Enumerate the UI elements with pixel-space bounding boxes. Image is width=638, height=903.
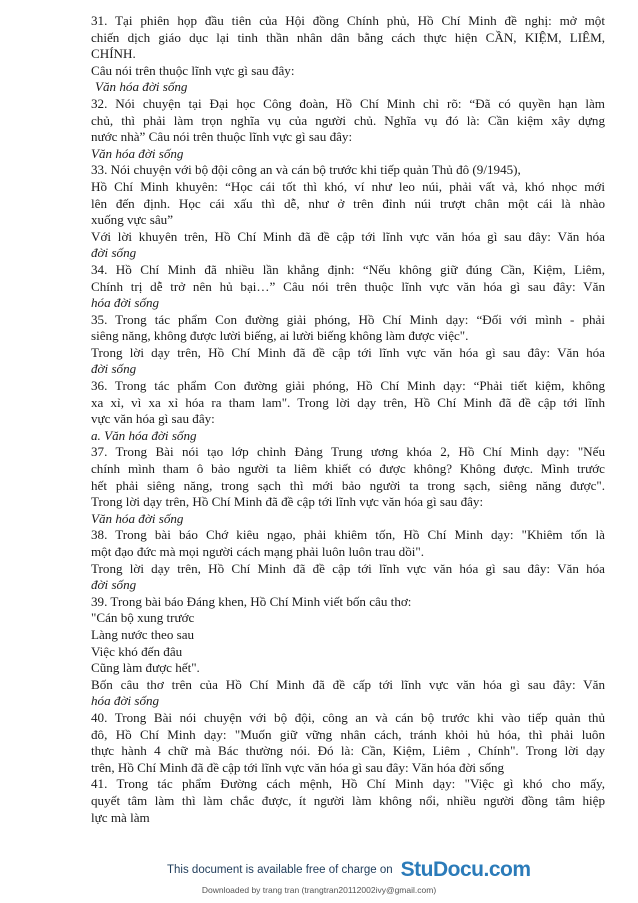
text-line: Chính trị dễ trở nên hủ bại…” Câu nói trên thuộc lĩnh vực văn hóa gì sau đây: Văn — [91, 278, 605, 294]
text-line: 33. Nói chuyện với bộ đội công an và cán bộ trước khi tiếp quản Thủ đô (9/1945), — [91, 162, 521, 178]
text-line: chiến dịch giáo dục lại tinh thần nhân dân bằng cách thực hiện CẦN, KIỆM, LIÊM, — [91, 29, 605, 45]
text-line: 39. Trong bài báo Đáng khen, Hồ Chí Minh viết bốn câu thơ: — [91, 593, 412, 609]
text-line: nước nhà” Câu nói trên thuộc lĩnh vực gì sau đây: — [91, 129, 353, 145]
logo-name: StuDocu — [400, 858, 484, 881]
text-line: Câu nói trên thuộc lĩnh vực gì sau đây: — [91, 62, 295, 78]
text-line: Với lời khuyên trên, Hồ Chí Minh đã đề cập tới lĩnh vực văn hóa gì sau đây: Văn hóa — [91, 228, 605, 244]
text-line: Văn hóa đời sống — [95, 79, 188, 95]
studocu-banner[interactable] — [167, 858, 531, 882]
text-line: hết phải siêng năng, trong sạch thì mới bảo người ta trong sạch, siêng năng được". — [91, 477, 605, 493]
text-line: thực hành 4 chữ mà Bác thường nói. Đó là: Cần, Kiệm, Liêm , Chính". Trong lời dạy — [91, 743, 605, 759]
text-line: đời sống — [91, 245, 137, 261]
text-line: chính mình tham ô bảo người ta liêm khiết có được không? Không được. Mình trước — [91, 461, 605, 477]
download-note: Downloaded by trang tran (trangtran20112002ivy@gmail.com) — [201, 885, 437, 895]
text-line: xuống vực sâu” — [91, 212, 174, 228]
text-line: Trong lời dạy trên, Hồ Chí Minh đã đề cập tới lĩnh vực văn hóa gì sau đây: Văn hóa — [91, 344, 605, 360]
text-line: CHÍNH. — [91, 46, 136, 62]
text-line: đô, Hồ Chí Minh dạy: "Muốn giữ vững nhân cách, tránh khỏi hủ hóa, thì phải luôn — [91, 726, 605, 742]
text-line: 38. Trong bài báo Chớ kiêu ngạo, phải khiêm tốn, Hồ Chí Minh dạy: "Khiêm tốn là — [91, 527, 605, 543]
text-line: Bốn câu thơ trên của Hồ Chí Minh đã đề cấp tới lĩnh vực văn hóa gì sau đây: Văn — [91, 676, 605, 692]
text-line: 41. Trong tác phẩm Đường cách mệnh, Hồ Chí Minh dạy: "Việc gì khó cho mấy, — [91, 776, 605, 792]
text-line: Hồ Chí Minh khuyên: “Học cái tốt thì khó, ví như leo núi, phải vất vả, khó nhọc mới — [91, 178, 605, 194]
text-line: một đạo đức mà mọi người cách mạng phải luôn luôn trau dồi". — [91, 544, 425, 559]
text-line: "Cán bộ xung trước — [91, 610, 195, 626]
text-line: chủ, thì phải làm trọn nghĩa vụ của người chủ. Nghĩa vụ đó là: Cần kiệm xây dựng — [91, 112, 605, 128]
text-line: hóa đời sống — [91, 693, 160, 709]
text-line: đời sống — [91, 361, 137, 377]
text-line: Việc khó đến đâu — [91, 643, 183, 659]
document-body — [91, 13, 605, 826]
text-line: hóa đời sống — [91, 295, 160, 311]
studocu-logo[interactable] — [401, 858, 531, 882]
text-line: 36. Trong tác phẩm Con đường giải phóng, Hồ Chí Minh dạy: “Phải tiết kiệm, không — [91, 378, 605, 394]
text-line: xa xỉ, vì xa xỉ hóa ra tham lam". Trong lời dạy trên, Hồ Chí Minh đã đề cập tới lĩnh — [91, 394, 605, 410]
text-line: 35. Trong tác phẩm Con đường giải phóng, Hồ Chí Minh dạy: “Đối với mình - phải — [91, 311, 605, 327]
text-line: Trong lời dạy trên, Hồ Chí Minh đã đề cập tới lĩnh vực văn hóa gì sau đây: Văn hóa — [91, 560, 605, 576]
text-line: a. Văn hóa đời sống — [91, 427, 197, 443]
text-line: trên, Hồ Chí Minh đã đề cập tới lĩnh vực văn hóa gì sau đây: Văn hóa đời sống — [91, 759, 505, 775]
text-line: Cũng làm được hết". — [91, 660, 200, 676]
text-line: 32. Nói chuyện tại Đại học Công đoàn, Hồ Chí Minh chỉ rõ: “Đã có quyền hạn làm — [91, 95, 605, 111]
text-line: 34. Hồ Chí Minh đã nhiều lần khẳng định: “Nếu không giữ đúng Cần, Kiệm, Liêm, — [91, 261, 605, 277]
text-line: 40. Trong Bài nói chuyện với bộ đội, công an và cán bộ trước khi vào tiếp quản thủ — [91, 709, 605, 725]
text-line: 37. Trong Bài nói tạo lớp chỉnh Đảng Trung ương khóa 2, Hồ Chí Minh dạy: "Nếu — [91, 444, 605, 460]
text-line: vực văn hóa gì sau đây: — [91, 411, 215, 427]
banner-text: This document is available free of charge on — [167, 864, 393, 876]
text-line: Làng nước theo sau — [91, 626, 195, 642]
text-line: lực mà làm — [91, 809, 150, 825]
text-line: 31. Tại phiên họp đầu tiên của Hội đồng Chính phủ, Hồ Chí Minh đề nghị: mở một — [91, 13, 605, 28]
text-line: siêng năng, không được lười biếng, ai lười biếng không làm được việc". — [91, 328, 469, 344]
text-line: Văn hóa đời sống — [91, 145, 184, 161]
logo-domain: .com — [483, 858, 531, 881]
text-line: quyết tâm làm thì làm chắc được, ít người làm không nổi, nhiều người đồng tâm hiệp — [91, 792, 605, 808]
text-line: lên đến định. Học cái xấu thì dễ, như ở trên đỉnh núi trượt chân một cái là nhào — [91, 195, 605, 211]
text-line: Trong lời dạy trên, Hồ Chí Minh đã đề cập tới lĩnh vực văn hóa gì sau đây: — [91, 494, 484, 510]
text-line: đời sống — [91, 577, 137, 593]
text-line: Văn hóa đời sống — [91, 510, 184, 526]
